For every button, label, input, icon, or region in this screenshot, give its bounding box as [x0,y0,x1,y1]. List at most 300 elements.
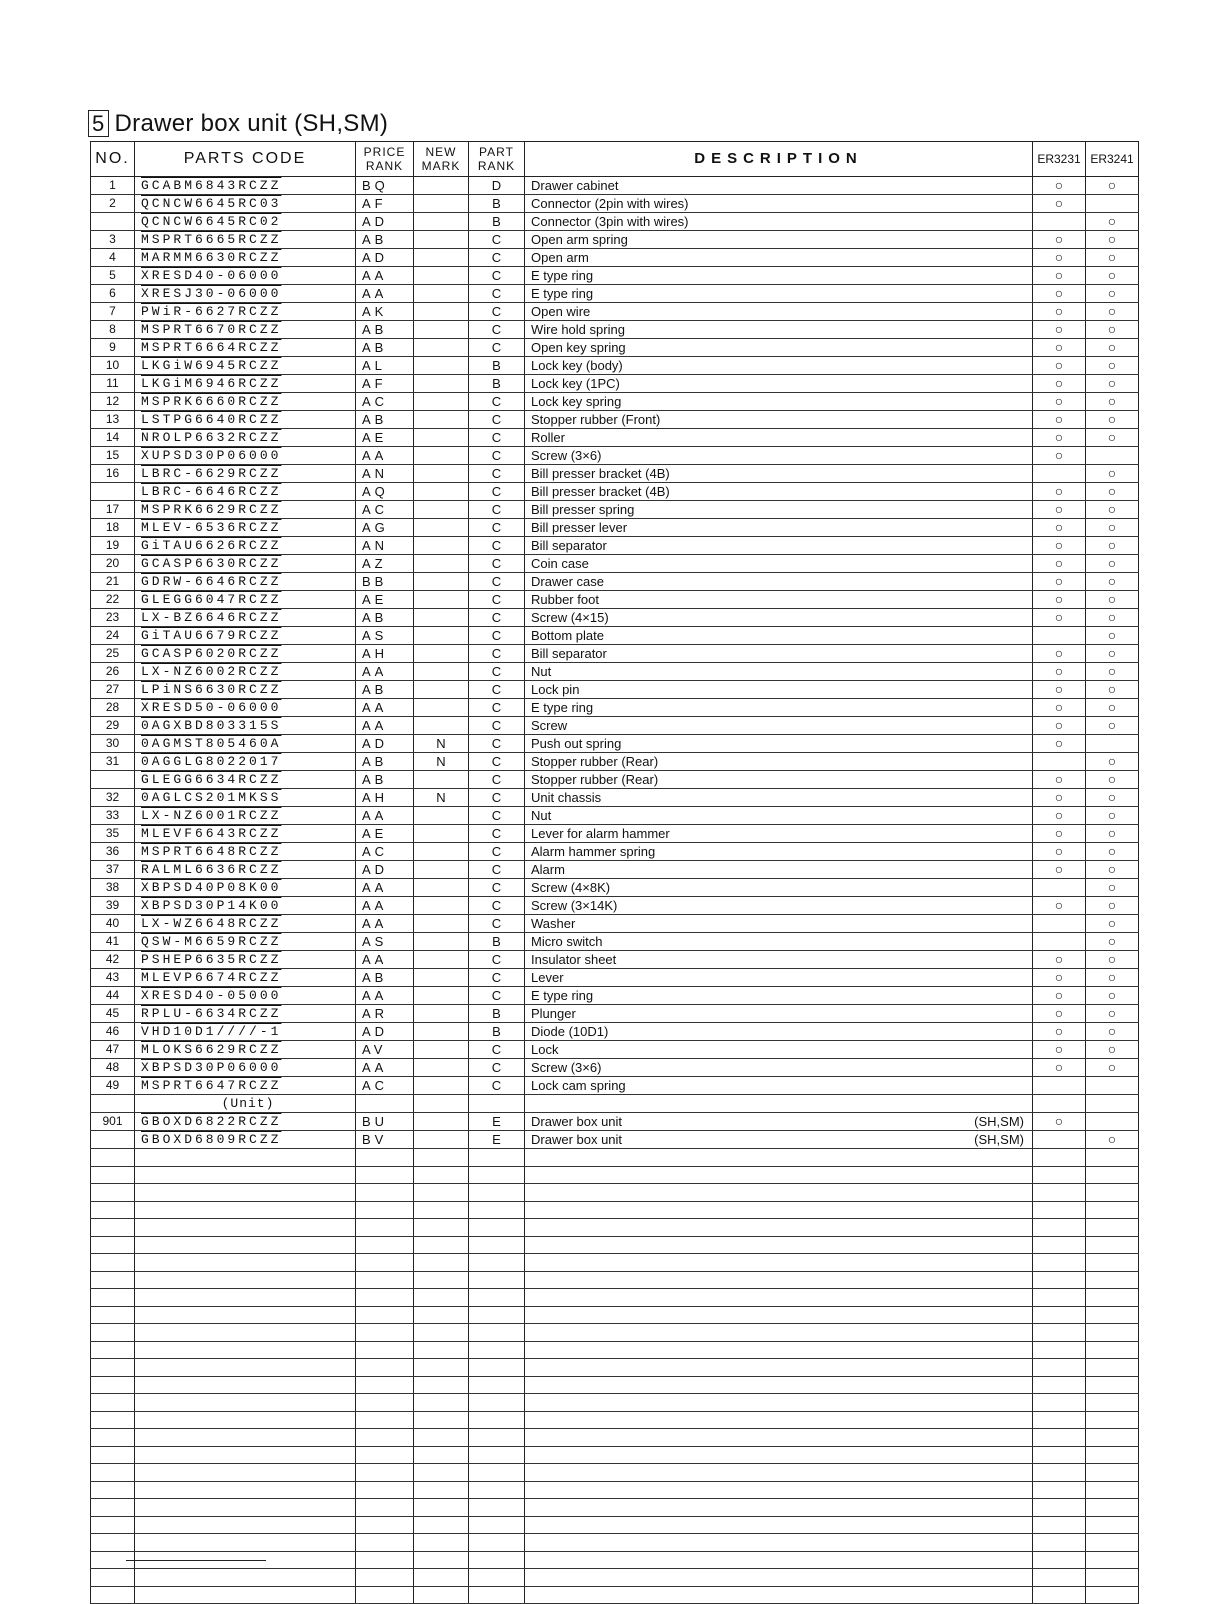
blank-cell [469,1271,525,1289]
part-rank: C [469,249,525,267]
table-row [91,807,1139,825]
model-a-mark [1033,1131,1086,1149]
empty-row [91,1236,1139,1254]
blank-cell [414,1254,469,1272]
table-row [91,753,1139,771]
table-row [91,771,1139,789]
part-rank: C [469,681,525,699]
price-rank: AB [356,753,414,771]
table-row [91,519,1139,537]
parts-code: 0AGXBD803315S [135,717,356,735]
model-a-mark: ○ [1033,447,1086,465]
empty-row [91,1481,1139,1499]
description-text: Screw [531,718,568,733]
blank-cell [525,1306,1033,1324]
blank-cell [91,1394,135,1412]
parts-code: MSPRK6660RCZZ [135,393,356,411]
parts-code: GiTAU6679RCZZ [135,627,356,645]
parts-code: GDRW-6646RCZZ [135,573,356,591]
model-a-mark: ○ [1033,681,1086,699]
description [525,753,1033,771]
blank-cell [91,1149,135,1167]
model-a-mark: ○ [1033,771,1086,789]
blank-cell [469,1446,525,1464]
empty-row [91,1306,1139,1324]
new-mark [414,429,469,447]
parts-code: MARMM6630RCZZ [135,249,356,267]
new-mark [414,231,469,249]
model-a-mark: ○ [1033,663,1086,681]
model-b-mark: ○ [1086,519,1139,537]
description-text: Insulator sheet [531,952,617,967]
blank-cell [1086,1324,1139,1342]
table-row [91,411,1139,429]
description [525,447,1033,465]
blank-cell [1086,1271,1139,1289]
parts-code: MLEVF6643RCZZ [135,825,356,843]
model-b-mark: ○ [1086,321,1139,339]
model-a-mark [1033,915,1086,933]
model-a-mark: ○ [1033,807,1086,825]
table-row [91,573,1139,591]
price-rank: AL [356,357,414,375]
description-text: Stopper rubber (Front) [531,412,661,427]
part-rank: C [469,483,525,501]
parts-code: PWiR-6627RCZZ [135,303,356,321]
new-mark [414,501,469,519]
parts-code: LBRC-6646RCZZ [135,483,356,501]
model-a-mark: ○ [1033,1113,1086,1131]
blank-cell [525,1464,1033,1482]
blank-cell [91,1429,135,1447]
blank-cell [469,1359,525,1377]
model-a-mark [1033,753,1086,771]
model-a-mark [1033,1077,1086,1095]
part-rank: B [469,375,525,393]
row-no: 48 [91,1059,135,1077]
description-text: Roller [531,430,565,445]
part-rank: C [469,339,525,357]
description [525,537,1033,555]
description [525,429,1033,447]
blank-cell [135,1201,356,1219]
model-b-mark: ○ [1086,681,1139,699]
blank-cell [1033,1289,1086,1307]
model-b-mark: ○ [1086,609,1139,627]
new-mark [414,285,469,303]
blank-cell [469,1341,525,1359]
blank-cell [1086,1446,1139,1464]
model-b-mark: ○ [1086,285,1139,303]
new-mark [414,645,469,663]
row-no [91,771,135,789]
blank-cell [525,1236,1033,1254]
new-mark [414,573,469,591]
price-rank: AH [356,789,414,807]
description [525,1113,1033,1131]
blank-cell [91,1499,135,1517]
blank-cell [414,1271,469,1289]
new-mark [414,1113,469,1131]
price-rank: AA [356,699,414,717]
model-a-mark [1033,627,1086,645]
blank-cell [91,1376,135,1394]
description [525,267,1033,285]
row-no: 7 [91,303,135,321]
blank-cell [469,1289,525,1307]
blank-cell [91,1324,135,1342]
table-row [91,609,1139,627]
new-mark [414,1077,469,1095]
model-a-mark: ○ [1033,195,1086,213]
new-mark [414,465,469,483]
description [525,249,1033,267]
blank-cell [1086,1394,1139,1412]
blank-cell [469,1201,525,1219]
description [525,555,1033,573]
blank-cell [135,1289,356,1307]
model-a-mark: ○ [1033,537,1086,555]
part-rank: C [469,1059,525,1077]
blank-cell [91,1481,135,1499]
blank-cell [91,1201,135,1219]
blank-cell [135,1586,356,1604]
blank-cell [356,1324,414,1342]
price-rank: AE [356,429,414,447]
part-rank: C [469,537,525,555]
description [525,411,1033,429]
blank-cell [414,1306,469,1324]
blank-cell [356,1464,414,1482]
description [525,591,1033,609]
blank-cell [1086,1236,1139,1254]
description [525,375,1033,393]
new-mark [414,537,469,555]
row-no: 42 [91,951,135,969]
price-rank: AD [356,249,414,267]
parts-code: PSHEP6635RCZZ [135,951,356,969]
new-mark [414,357,469,375]
description-text: Alarm [531,862,565,877]
parts-code: LBRC-6629RCZZ [135,465,356,483]
description [525,501,1033,519]
description [525,303,1033,321]
row-no: 36 [91,843,135,861]
price-rank: AA [356,717,414,735]
description [525,195,1033,213]
table-row [91,645,1139,663]
table-row [91,483,1139,501]
col-no-header: NO. [91,142,135,177]
description [525,465,1033,483]
description [525,1059,1033,1077]
row-no [91,1131,135,1149]
row-no [91,483,135,501]
description-text: Plunger [531,1006,576,1021]
description-text: Lock [531,1042,559,1057]
empty-row [91,1219,1139,1237]
part-rank: C [469,627,525,645]
part-rank: C [469,285,525,303]
parts-code: RALML6636RCZZ [135,861,356,879]
model-b-mark: ○ [1086,483,1139,501]
new-mark [414,321,469,339]
blank-cell [414,1429,469,1447]
blank-cell [1033,1219,1086,1237]
description-text: Drawer box unit [531,1132,623,1147]
row-no: 47 [91,1041,135,1059]
description-text: Lock key (1PC) [531,376,620,391]
model-b-mark: ○ [1086,753,1139,771]
new-mark [414,249,469,267]
price-rank: BQ [356,177,414,195]
new-mark: N [414,735,469,753]
row-no: 15 [91,447,135,465]
model-a-mark: ○ [1033,177,1086,195]
blank-cell [135,1271,356,1289]
description [525,861,1033,879]
part-rank: C [469,951,525,969]
description [525,789,1033,807]
model-b-mark: ○ [1086,915,1139,933]
price-rank: AD [356,735,414,753]
row-no: 27 [91,681,135,699]
parts-table [90,141,1139,1604]
row-no: 12 [91,393,135,411]
description-text: Lock key spring [531,394,622,409]
price-rank: AA [356,897,414,915]
table-row [91,267,1139,285]
blank-cell [525,1481,1033,1499]
empty-row [91,1411,1139,1429]
blank-cell [525,1095,1033,1113]
blank-cell [1086,1411,1139,1429]
model-a-mark: ○ [1033,1023,1086,1041]
description-text: Stopper rubber (Rear) [531,754,659,769]
blank-cell [525,1586,1033,1604]
price-rank: AA [356,447,414,465]
description-text: Unit chassis [531,790,602,805]
model-b-mark: ○ [1086,825,1139,843]
table-row [91,1077,1139,1095]
parts-code: XRESD40-06000 [135,267,356,285]
new-mark: N [414,753,469,771]
price-rank: BU [356,1113,414,1131]
model-a-mark: ○ [1033,483,1086,501]
model-b-mark: ○ [1086,1041,1139,1059]
model-b-mark: ○ [1086,897,1139,915]
description [525,735,1033,753]
description-note: (SH,SM) [974,1132,1024,1147]
blank-cell [91,1446,135,1464]
description-text: Stopper rubber (Rear) [531,772,659,787]
description [525,213,1033,231]
model-a-mark: ○ [1033,609,1086,627]
row-no [91,1095,135,1113]
blank-cell [356,1499,414,1517]
parts-code: LSTPG6640RCZZ [135,411,356,429]
model-a-mark: ○ [1033,735,1086,753]
description-note: (SH,SM) [974,1114,1024,1129]
parts-code: GCASP6630RCZZ [135,555,356,573]
blank-cell [135,1429,356,1447]
blank-cell [469,1481,525,1499]
model-b-mark: ○ [1086,465,1139,483]
description-text: Diode (10D1) [531,1024,609,1039]
blank-cell [414,1289,469,1307]
part-rank: C [469,897,525,915]
table-row [91,501,1139,519]
description [525,357,1033,375]
description-text: Connector (2pin with wires) [531,196,689,211]
parts-code: GBOXD6822RCZZ [135,1113,356,1131]
part-rank: C [469,699,525,717]
price-rank: AA [356,663,414,681]
part-rank: C [469,987,525,1005]
model-a-mark: ○ [1033,231,1086,249]
new-mark [414,843,469,861]
model-b-mark: ○ [1086,231,1139,249]
blank-cell [1033,1586,1086,1604]
empty-row [91,1464,1139,1482]
parts-code: LX-NZ6001RCZZ [135,807,356,825]
blank-cell [1086,1149,1139,1167]
part-rank: C [469,429,525,447]
blank-cell [469,1464,525,1482]
empty-row [91,1324,1139,1342]
blank-cell [469,1586,525,1604]
description-text: Screw (3×14K) [531,898,618,913]
blank-cell [414,1324,469,1342]
blank-cell [414,1219,469,1237]
blank-cell [135,1411,356,1429]
description-text: Drawer cabinet [531,178,619,193]
description [525,1023,1033,1041]
blank-cell [525,1219,1033,1237]
table-row [91,447,1139,465]
parts-code: LKGiW6945RCZZ [135,357,356,375]
blank-cell [1033,1499,1086,1517]
model-a-mark: ○ [1033,951,1086,969]
empty-row [91,1499,1139,1517]
row-no: 20 [91,555,135,573]
description [525,321,1033,339]
parts-code: GiTAU6626RCZZ [135,537,356,555]
description [525,987,1033,1005]
empty-row [91,1534,1139,1552]
model-a-mark: ○ [1033,699,1086,717]
parts-code: LKGiM6946RCZZ [135,375,356,393]
blank-cell [1086,1095,1139,1113]
price-rank: AS [356,627,414,645]
part-rank: C [469,267,525,285]
table-row [91,1041,1139,1059]
model-b-mark [1086,447,1139,465]
part-rank: C [469,969,525,987]
blank-cell [135,1324,356,1342]
model-a-mark: ○ [1033,411,1086,429]
part-rank: C [469,519,525,537]
blank-cell [1086,1359,1139,1377]
blank-cell [525,1446,1033,1464]
part-rank: B [469,933,525,951]
blank-cell [135,1359,356,1377]
table-row [91,627,1139,645]
model-b-mark: ○ [1086,789,1139,807]
parts-code: LPiNS6630RCZZ [135,681,356,699]
new-mark [414,897,469,915]
model-a-mark: ○ [1033,303,1086,321]
model-b-mark [1086,1077,1139,1095]
model-b-mark: ○ [1086,555,1139,573]
blank-cell [356,1184,414,1202]
blank-cell [469,1569,525,1587]
part-rank: D [469,177,525,195]
row-no: 13 [91,411,135,429]
model-b-mark [1086,195,1139,213]
blank-cell [414,1149,469,1167]
parts-code: LX-WZ6648RCZZ [135,915,356,933]
new-mark [414,663,469,681]
price-rank: AC [356,393,414,411]
model-b-mark: ○ [1086,177,1139,195]
blank-cell [414,1359,469,1377]
new-mark [414,555,469,573]
price-rank: AA [356,807,414,825]
blank-cell [356,1394,414,1412]
blank-cell [525,1429,1033,1447]
model-a-mark: ○ [1033,339,1086,357]
model-b-mark: ○ [1086,303,1139,321]
description-text: Screw (4×8K) [531,880,611,895]
description-text: Connector (3pin with wires) [531,214,689,229]
blank-cell [135,1516,356,1534]
description [525,771,1033,789]
row-no: 46 [91,1023,135,1041]
table-row [91,1005,1139,1023]
part-rank: E [469,1131,525,1149]
part-rank: C [469,501,525,519]
price-rank: AF [356,375,414,393]
parts-code: XRESD40-05000 [135,987,356,1005]
model-b-mark: ○ [1086,951,1139,969]
part-rank: C [469,789,525,807]
row-no: 25 [91,645,135,663]
blank-cell [135,1149,356,1167]
parts-code: MSPRK6629RCZZ [135,501,356,519]
blank-cell [469,1254,525,1272]
part-rank: B [469,195,525,213]
parts-code: MSPRT6665RCZZ [135,231,356,249]
empty-row [91,1516,1139,1534]
row-no: 23 [91,609,135,627]
table-row [91,375,1139,393]
new-mark [414,375,469,393]
blank-cell [1033,1359,1086,1377]
description-text: Open arm [531,250,589,265]
blank-cell [91,1184,135,1202]
model-a-mark: ○ [1033,843,1086,861]
price-rank: AC [356,1077,414,1095]
description-text: E type ring [531,268,594,283]
blank-cell [356,1516,414,1534]
row-no: 18 [91,519,135,537]
blank-cell [525,1289,1033,1307]
part-rank: C [469,231,525,249]
col-part-rank-header: PART RANK [469,142,525,177]
blank-cell [1086,1551,1139,1569]
table-row [91,465,1139,483]
